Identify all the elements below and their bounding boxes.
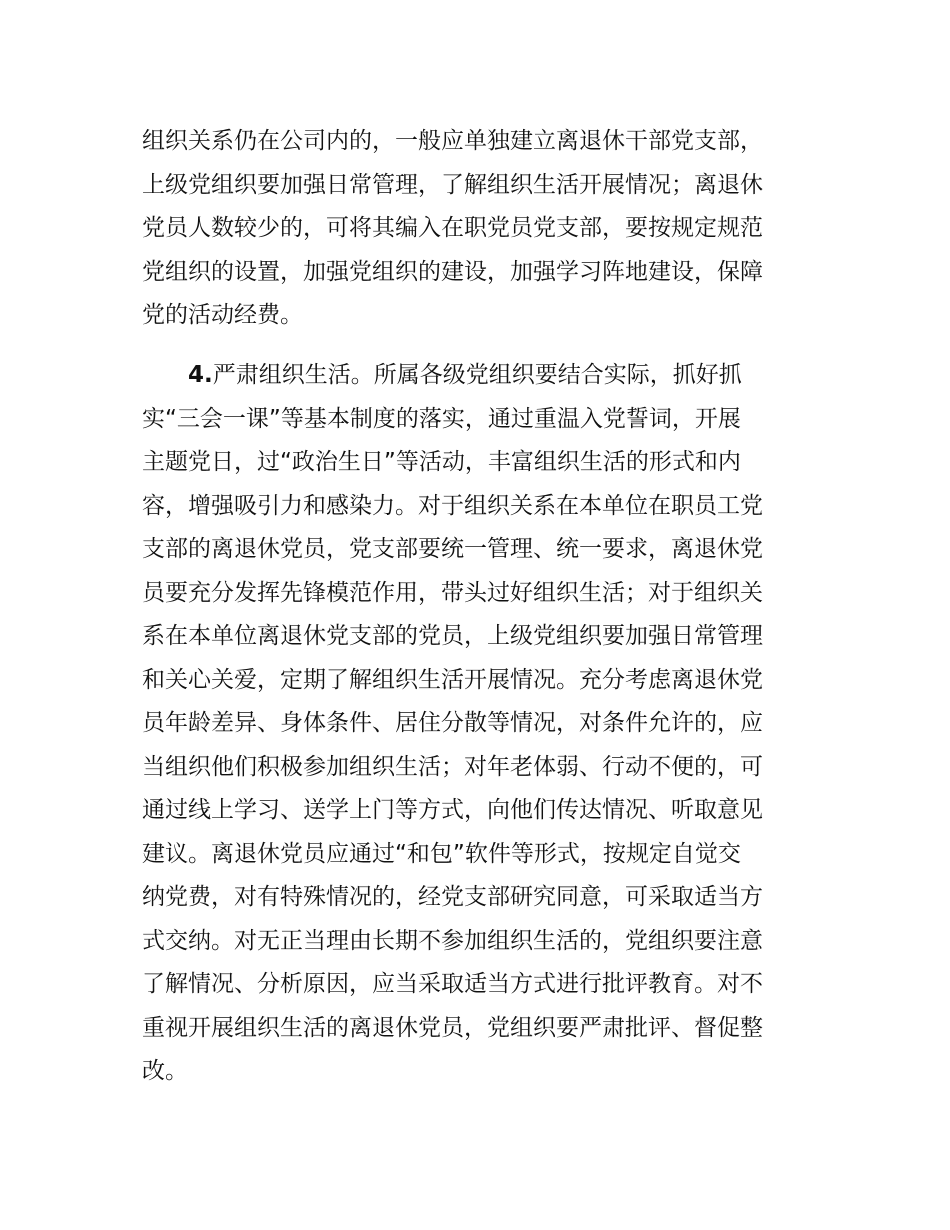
paragraph-line: 党组织的设置，加强党组织的建设，加强学习阵地建设，保障 [142, 258, 763, 285]
paragraph-line: 纳党费，对有特殊情况的，经党支部研究同意，可采取适当方 [142, 884, 763, 910]
paragraph-line: 改。 [142, 1058, 188, 1084]
paragraph-line: 式交纳。对无正当理由长期不参加组织生活的，党组织要注意 [142, 927, 763, 954]
paragraph-line: 主题党日，过“政治生日”等活动，丰富组织生活的形式和内 [142, 449, 741, 475]
paragraph-line: 上级党组织要加强日常管理，了解组织生活开展情况；离退休 [142, 171, 763, 198]
paragraph-line: 了解情况、分析原因，应当采取适当方式进行批评教育。对不 [142, 971, 763, 997]
paragraph-line: 容，增强吸引力和感染力。对于组织关系在本单位在职员工党 [142, 492, 763, 519]
paragraph-2 [142, 354, 832, 1094]
paragraph-line: 党的活动经费。 [142, 302, 303, 328]
paragraph-line: 重视开展组织生活的离退休党员，党组织要严肃批评、督促整 [142, 1014, 763, 1041]
paragraph-line: 和关心关爱，定期了解组织生活开展情况。充分考虑离退休党 [142, 666, 763, 693]
section-heading-text: 严肃组织生活。所属各级党组织要结合实际，抓好抓 [212, 362, 742, 388]
paragraph-line: 实“三会一课”等基本制度的落实，通过重温入党誓词，开展 [142, 405, 741, 432]
section-number: 4. [188, 362, 213, 388]
paragraph-line: 党员人数较少的，可将其编入在职党员党支部，要按规定规范 [142, 215, 763, 241]
paragraph-first-line [142, 354, 832, 398]
paragraph-line: 员要充分发挥先锋模范作用，带头过好组织生活；对于组织关 [142, 579, 763, 606]
paragraph-line: 组织关系仍在公司内的，一般应单独建立离退休干部党支部， [142, 128, 763, 154]
paragraph-1 [142, 120, 832, 338]
paragraph-line: 员年龄差异、身体条件、居住分散等情况，对条件允许的，应 [142, 710, 763, 736]
paragraph-line: 建议。离退休党员应通过“和包”软件等形式，按规定自觉交 [142, 840, 741, 867]
paragraph-line: 系在本单位离退休党支部的党员，上级党组织要加强日常管理 [142, 623, 763, 649]
paragraph-line: 通过线上学习、送学上门等方式，向他们传达情况、听取意见 [142, 797, 763, 823]
paragraph-line: 支部的离退休党员，党支部要统一管理、统一要求，离退休党 [142, 536, 763, 562]
paragraph-line: 当组织他们积极参加组织生活；对年老体弱、行动不便的，可 [142, 753, 763, 780]
